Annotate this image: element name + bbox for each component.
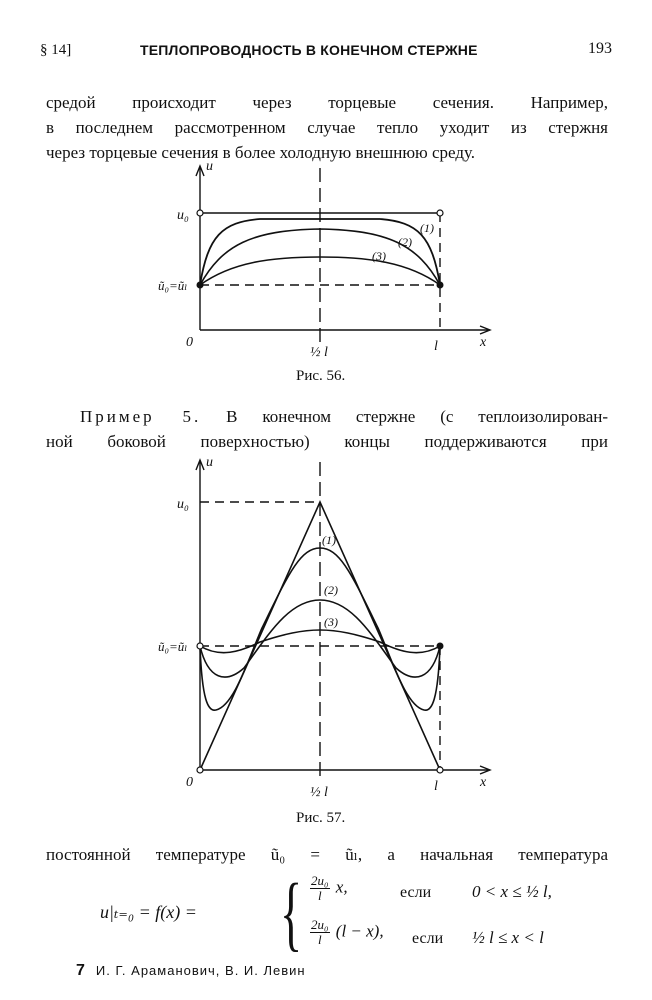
curve-1-label: (1) (322, 533, 336, 547)
origin-label: 0 (186, 335, 193, 350)
paragraph-3 (46, 842, 608, 867)
example-line-rest: В конечном стержне (с теплоизолирован- (226, 407, 609, 426)
figure-56-caption: Рис. 56. (296, 368, 346, 384)
condition-word: если (400, 884, 432, 901)
paragraph-line: через торцевые сечения в более холодную внешнюю среду. (46, 143, 476, 162)
curve-3-label: (3) (372, 249, 386, 263)
y-axis-label: u (206, 159, 213, 174)
curve-2-label: (2) (398, 235, 412, 249)
paragraph-line: ной боковой поверхностью) концы поддерживаются при (46, 432, 608, 451)
half-l-label: ½ l (310, 345, 328, 360)
fraction (310, 918, 330, 947)
x-axis-label: x (480, 775, 487, 790)
u0-label: u₀ (177, 497, 189, 512)
fraction-numerator: 2u₀ (311, 917, 329, 932)
formula-expr-tail: (l − x), (335, 921, 384, 941)
origin-label: 0 (186, 775, 193, 790)
formula-lhs: u|ₜ₌₀ = f(x) = (100, 902, 197, 922)
formula-brace: { (280, 867, 303, 960)
fraction-numerator: 2u₀ (311, 873, 329, 888)
right-end-point (437, 643, 444, 650)
u-tilde-label: ũ₀=ũₗ (158, 278, 188, 293)
section-number: § 14] (40, 42, 72, 58)
paragraph-line: в последнем рассмотренном случае тепло уходит из стержня (46, 118, 608, 137)
figure-57-caption: Рис. 57. (296, 810, 346, 826)
fraction-denominator: l (317, 888, 322, 903)
signature-mark: 7 (76, 962, 86, 979)
curve-1-label: (1) (420, 221, 434, 235)
u-tilde-label: ũ₀=ũₗ (158, 639, 188, 654)
formula-row-1 (308, 874, 348, 903)
x-axis-label: x (480, 335, 487, 350)
curve-2-label: (2) (324, 583, 338, 597)
condition-2: ½ l ≤ x < l (472, 928, 544, 947)
condition-word: если (412, 930, 444, 947)
right-axis-point (437, 767, 443, 773)
fraction (310, 874, 330, 903)
page-footer (76, 962, 306, 980)
authors: И. Г. Араманович, В. И. Левин (95, 963, 306, 978)
u0-label: u₀ (177, 208, 189, 223)
fraction-denominator: l (317, 932, 322, 947)
origin-point (197, 767, 203, 773)
formula-expr-tail: x, (335, 877, 348, 897)
running-title: ТЕПЛОПРОВОДНОСТЬ В КОНЕЧНОМ СТЕРЖНЕ (140, 42, 478, 58)
half-l-label: ½ l (310, 785, 328, 800)
formula-row-2 (308, 918, 384, 947)
l-label: l (434, 339, 438, 354)
example-lead: Пример 5. (80, 407, 202, 426)
y-axis-label: u (206, 455, 213, 470)
piecewise-formula (60, 868, 620, 958)
curve-3-label: (3) (324, 615, 338, 629)
paragraph-line: средой происходит через торцевые сечения. Например, (46, 93, 608, 112)
left-end-point (197, 643, 203, 649)
paragraph-line: постоянной температуре ũ₀ = ũₗ, а начальная температура (46, 845, 608, 864)
page-number: 193 (588, 40, 612, 57)
condition-1: 0 < x ≤ ½ l, (472, 882, 552, 901)
l-label: l (434, 779, 438, 794)
